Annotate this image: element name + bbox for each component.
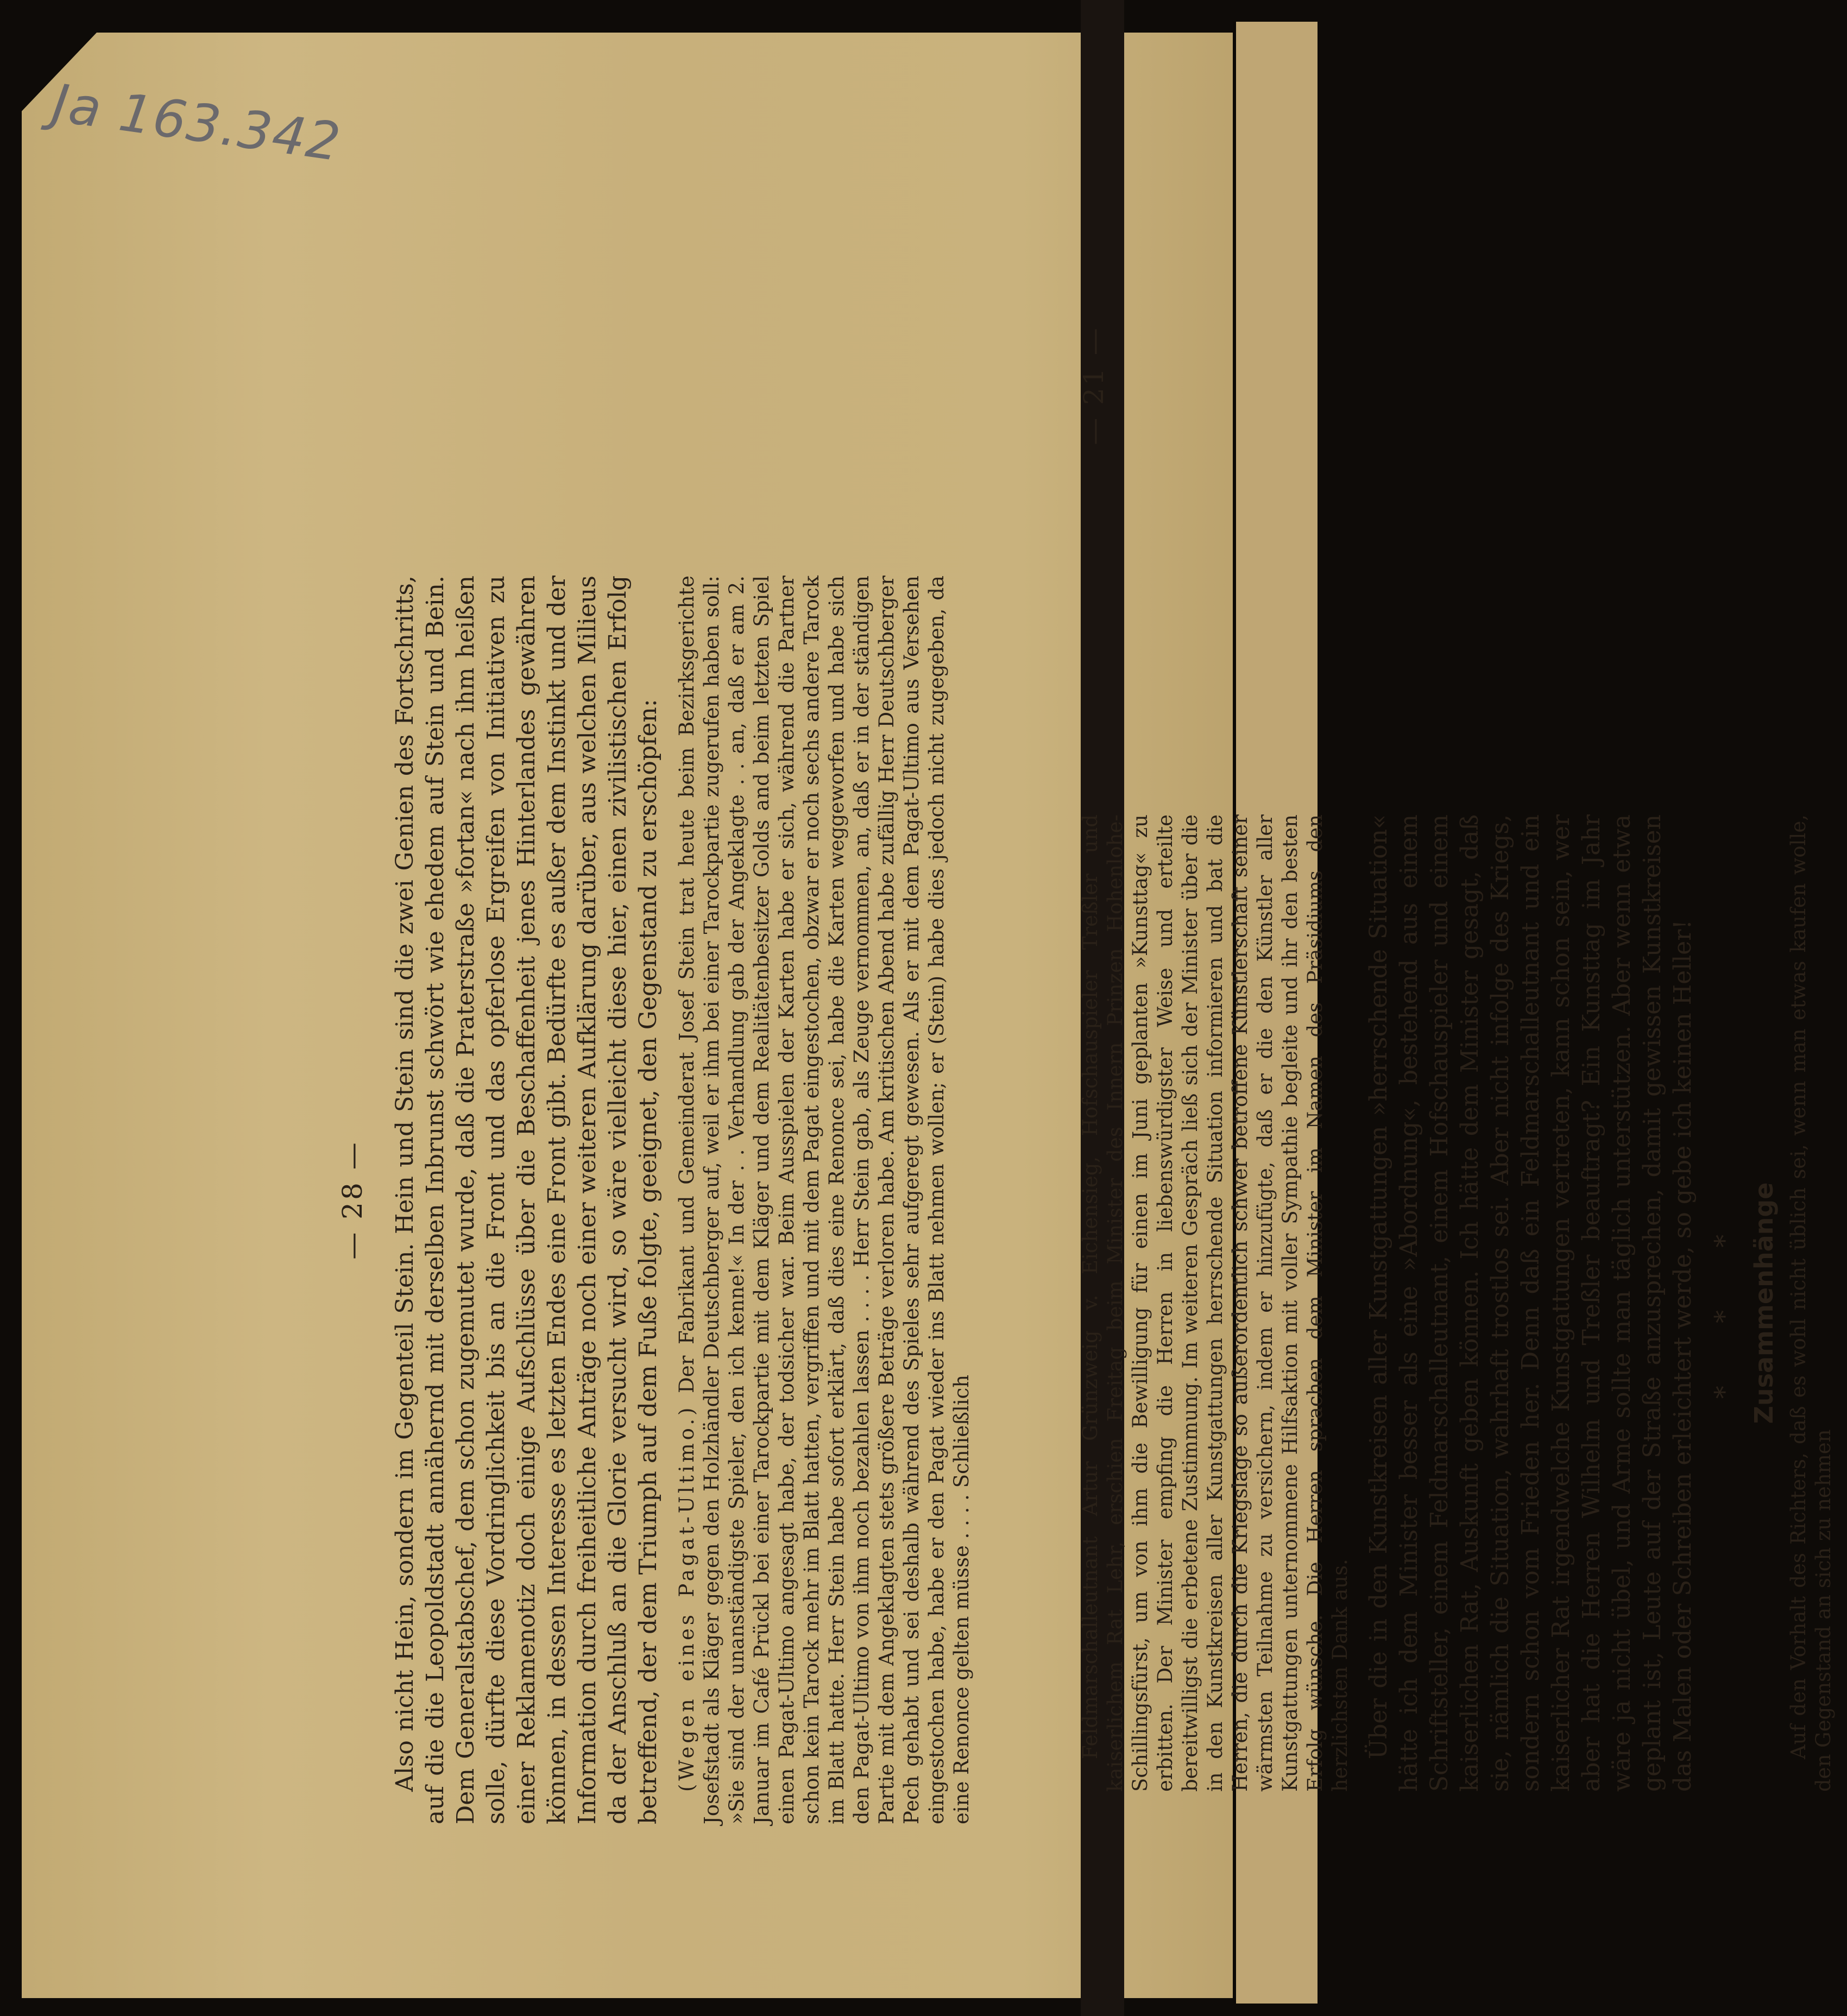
section-heading: Zusammenhänge	[1749, 1182, 1779, 1424]
paragraph: Über die in den Kunstkreisen aller Kunstgattungen »herrschende Situation« hätte ich dem Minister besser als eine »Abordnung«, bestehend aus einem Schriftsteller, einem Feldmarschalleutnant, einem Hofschauspieler und einem kaiserlichen Rat, Auskunft geben können. Ich hätte dem Minister gesagt, daß sie, nämlich die Situation, wahrhaft trostlos sei. Aber nicht infolge des Kriegs, sondern schon vom Frieden her. Denn daß ein Feldmarschalleutnant und ein kaiserlicher Rat irgendwelche Kunstgattungen vertreten, kann schon sein, wer aber hat die Herren Wilhelm und Treßler beauftragt? Ein Kunsttag im Jahr wäre ja nicht übel, und Arme sollte man täglich unterstützen. Aber wenn etwa geplant ist, Leute auf der Straße anzusprechen, damit gewissen Kunstkreisen das Malen oder Schreiben erleichtert werde, so gebe ich keinen Heller!	[1365, 814, 1697, 1792]
shelfmark-annotation: Ja 163.342	[48, 72, 345, 173]
left-page-text	[390, 576, 974, 1824]
paragraph: Feldmarschalleutnant Artur Grünzweig v. Eichensieg, Hofschauspieler Treßler und kaiserlichem Rat Lehr, erschien Freitag beim Minister des Innern Prinzen Hohenlohe-Schillingsfürst, um von ihm die Bewilligung für einen im Juni geplanten »Kunsttag« zu erbitten. Der Minister empfing die Herren in liebenswürdigster Weise und erteilte bereitwilligst die erbetene Zustimmung. Im weiteren Gespräch ließ sich der Minister über die in den Kunstkreisen aller Kunstgattungen herrschende Situation informieren und bat die Herren, die durch die Kriegslage so außerordentlich schwer betroffene Künstlerschaft seiner wärmsten Teilnahme zu versichern, indem er hinzufügte, daß er die den Künstler aller Kunstgattungen unternommene Hilfsaktion mit voller Sympathie begleite und ihr den besten Erfolg wünsche. Die Herren sprachen dem Minister im Namen des Präsidiums den herzlichsten Dank aus.	[1079, 814, 1352, 1792]
right-page	[1078, 5, 1131, 766]
case-title: (Wegen eines Pagat-Ultimo.)	[675, 1404, 698, 1792]
paragraph: Auf den Vorhalt des Richters, daß es wohl nicht üblich sei, wenn man etwas kaufen wolle, den Gegenstand an sich zu nehmen	[1787, 814, 1835, 1792]
left-page	[337, 576, 985, 1824]
case-text: Der Fabrikant und Gemeinderat Josef Stein trat heute beim Bezirksgerichte Josefstadt als Kläger gegen den Holzhändler Deutschberger auf, weil er ihm bei einer Tarockpartie zugerufen haben soll: »Sie sind der unanständigste Spieler, den ich kenne!« In der . . Verhandlung gab der Angeklagte . . an, daß er am 2. Januar im Café Prückl bei einer Tarockpartie mit dem Kläger und dem Realitätenbesitzer Golds and beim letzten Spiel einen Pagat-Ultimo angesagt habe, der todsicher war. Beim Ausspielen der Karten habe er sich, während die Partner schon kein Tarock mehr im Blatt hatten, vergriffen und mit dem Pagat eingestochen, obzwar er noch sechs andere Tarock im Blatt hatte. Herr Stein habe sofort erklärt, daß dies eine Renonce sei, habe die Karten weggeworfen und habe sich den Pagat-Ultimo von ihm noch bezahlen lassen . . . . Herr Stein gab, als Zeuge vernommen, an, daß er in der ständigen Partie mit dem Angeklagten stets größere Beträge verloren habe. Am kritischen Abend habe zufällig Herr Deutschberger Pech gehabt und sei deshalb während des Spieles sehr aufgeregt gewesen. Als er mit dem Pagat-Ultimo aus Versehen eingestochen habe, habe er den Pagat wieder ins Blatt nehmen wollen; er (Stein) habe dies jedoch nicht zugegeben, da eine Renonce gelten müsse . . . . Schließlich	[675, 576, 973, 1824]
paragraph: Also nicht Hein, sondern im Gegenteil Stein. Hein und Stein sind die zwei Genien des Fortschritts, auf die die Leopoldstadt annähernd mit derselben Inbrunst schwört wie ehedem auf Stein und Bein. Dem Generalstabschef, dem schon zugemutet wurde, daß die Praterstraße »fortan« nach ihm heißen solle, dürfte diese Vordringlichkeit bis an die Front und das opferlose Ergreifen von Initiativen zu einer Reklamenotiz doch einige Aufschlüsse über die Beschaffenheit jenes Hinterlandes gewähren können, in dessen Interesse es letzten Endes eine Front gibt. Bedürfte es außer dem Instinkt und der Information durch freiheitliche Anträge noch einer weiteren Aufklärung darüber, aus welchen Milieus da der Anschluß an die Glorie versucht wird, so wäre vielleicht diese hier, einen zivilistischen Erfolg betreffend, der dem Triumph auf dem Fuße folgte, geeignet, den Gegenstand zu erschöpfen:	[391, 576, 662, 1824]
page-number-28: — 28 —	[337, 1140, 368, 1260]
page-number-21: — 21 —	[1078, 326, 1110, 445]
right-page-text	[1078, 814, 1836, 1792]
right-page-text-block	[1078, 814, 1847, 1792]
section-separator: * * *	[1709, 1207, 1739, 1399]
case-report	[674, 576, 974, 1824]
